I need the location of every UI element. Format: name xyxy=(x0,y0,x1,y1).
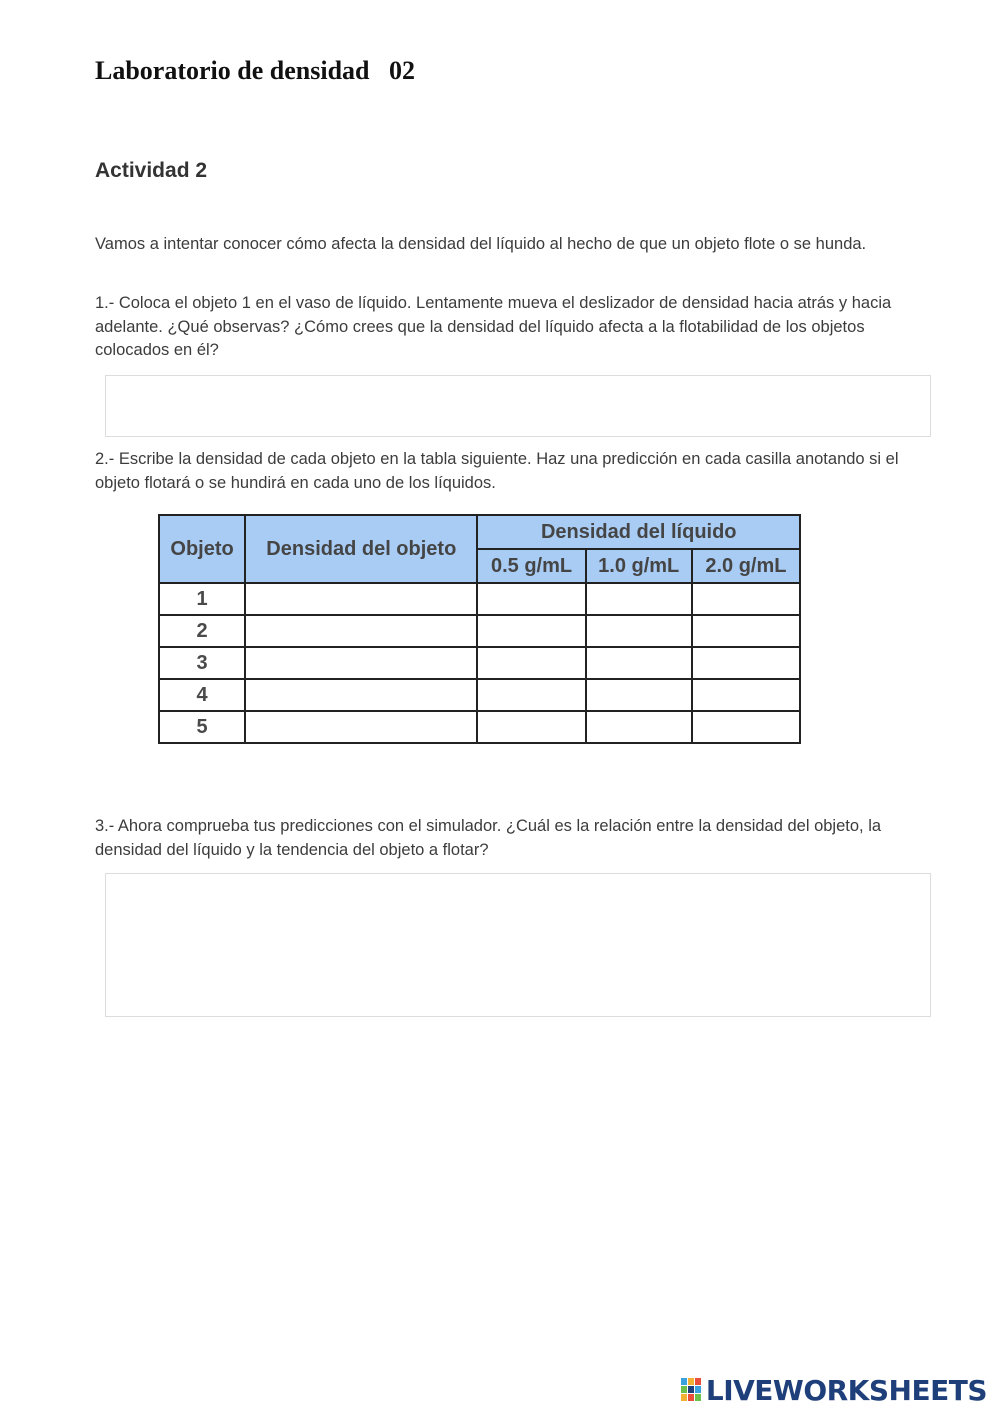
density-table xyxy=(158,514,801,744)
header-liquid-1-0: 1.0 g/mL xyxy=(586,549,692,583)
header-object: Objeto xyxy=(159,515,245,583)
prediction-cell[interactable] xyxy=(477,711,585,743)
row-object-number: 3 xyxy=(159,647,245,679)
table-row xyxy=(159,583,800,615)
liveworksheets-logo xyxy=(681,1372,987,1408)
row-object-number: 2 xyxy=(159,615,245,647)
prediction-cell[interactable] xyxy=(692,647,800,679)
table-row xyxy=(159,679,800,711)
row-object-number: 5 xyxy=(159,711,245,743)
prediction-cell[interactable] xyxy=(692,583,800,615)
question-3-text: 3.- Ahora comprueba tus predicciones con el simulador. ¿Cuál es la relación entre la densidad del objeto, la densidad del líquido y la tendencia del objeto a flotar? xyxy=(95,817,882,859)
prediction-cell[interactable] xyxy=(477,647,585,679)
table-row xyxy=(159,615,800,647)
intro-text: Vamos a intentar conocer cómo afecta la densidad del líquido al hecho de que un objeto flote o se hunda. xyxy=(95,235,867,253)
row-object-number: 1 xyxy=(159,583,245,615)
table-row xyxy=(159,647,800,679)
answer-box-1[interactable] xyxy=(105,375,931,437)
activity-heading: Actividad 2 xyxy=(95,159,208,182)
object-density-cell[interactable] xyxy=(245,615,477,647)
prediction-cell[interactable] xyxy=(692,615,800,647)
brand-name: LIVEWORKSHEETS xyxy=(705,1373,987,1407)
prediction-cell[interactable] xyxy=(586,615,692,647)
prediction-cell[interactable] xyxy=(477,583,585,615)
header-liquid-density: Densidad del líquido xyxy=(477,515,800,549)
question-1-text: 1.- Coloca el objeto 1 en el vaso de líquido. Lentamente mueva el deslizador de densidad hacia atrás y hacia adelante. ¿Qué observas? ¿Cómo crees que la densidad del líquido afecta a la flotabilidad de los objetos colocados en él? xyxy=(95,294,892,359)
prediction-cell[interactable] xyxy=(477,615,585,647)
object-density-cell[interactable] xyxy=(245,711,477,743)
prediction-cell[interactable] xyxy=(692,679,800,711)
object-density-cell[interactable] xyxy=(245,679,477,711)
prediction-cell[interactable] xyxy=(586,647,692,679)
prediction-cell[interactable] xyxy=(586,711,692,743)
object-density-cell[interactable] xyxy=(245,583,477,615)
row-object-number: 4 xyxy=(159,679,245,711)
question-2-text: 2.- Escribe la densidad de cada objeto en la tabla siguiente. Haz una predicción en cada casilla anotando si el objeto flotará o se hundirá en cada uno de los líquidos. xyxy=(95,450,899,492)
header-liquid-0-5: 0.5 g/mL xyxy=(477,549,585,583)
prediction-cell[interactable] xyxy=(586,679,692,711)
prediction-cell[interactable] xyxy=(586,583,692,615)
page-title: Laboratorio de densidad 02 xyxy=(95,56,415,85)
header-liquid-2-0: 2.0 g/mL xyxy=(692,549,800,583)
answer-box-3[interactable] xyxy=(105,873,931,1017)
table-row xyxy=(159,711,800,743)
object-density-cell[interactable] xyxy=(245,647,477,679)
prediction-cell[interactable] xyxy=(692,711,800,743)
header-object-density: Densidad del objeto xyxy=(245,515,477,583)
prediction-cell[interactable] xyxy=(477,679,585,711)
logo-blocks-icon xyxy=(681,1378,703,1402)
